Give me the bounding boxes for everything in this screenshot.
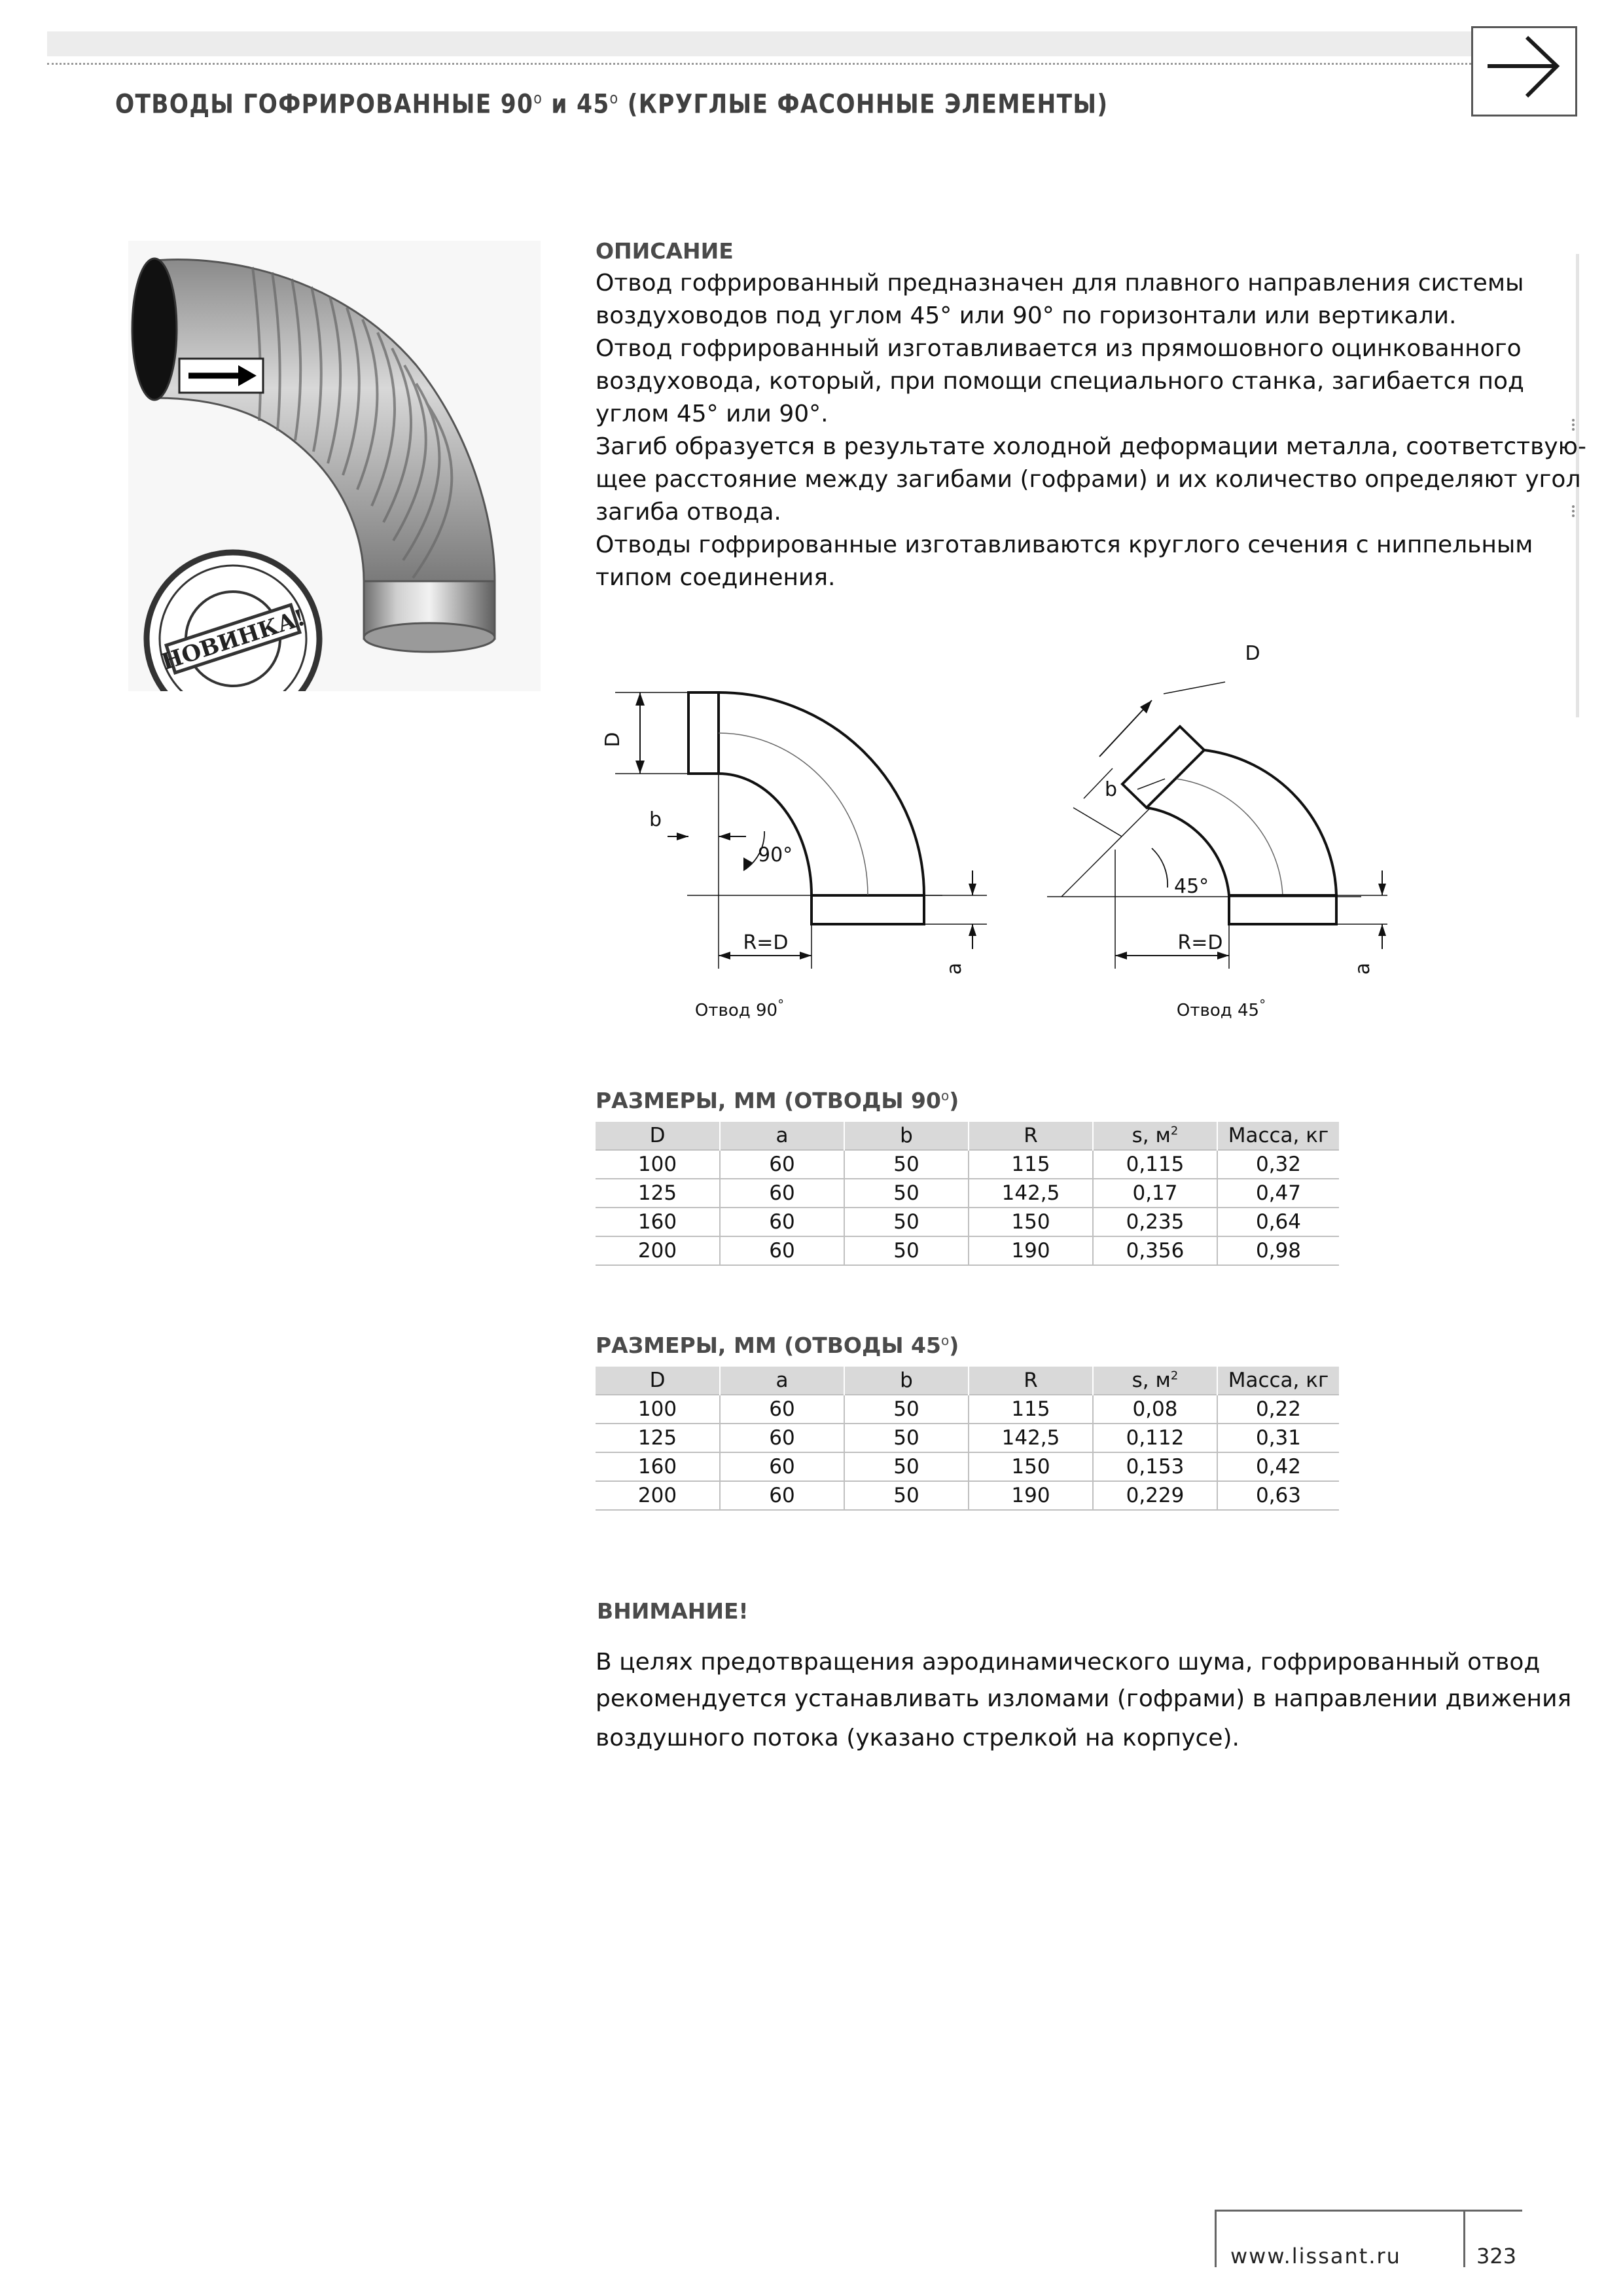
- table-cell: 115: [969, 1395, 1093, 1424]
- edge-marker: [1572, 505, 1577, 517]
- header-band: [47, 31, 1573, 56]
- next-page-button[interactable]: [1471, 26, 1577, 117]
- table-cell: 100: [596, 1395, 720, 1424]
- table-cell: 60: [720, 1395, 844, 1424]
- column-header: D: [596, 1367, 720, 1395]
- table-cell: 0,42: [1217, 1452, 1339, 1481]
- description-line: Отвод гофрированный изготавливается из прямошовного оцинкованного: [596, 335, 1522, 362]
- table-cell: 50: [844, 1481, 969, 1510]
- column-header: Масса, кг: [1217, 1367, 1339, 1395]
- description-line: воздуховода, который, при помощи специального станка, загибается под: [596, 368, 1524, 395]
- table-cell: 200: [596, 1236, 720, 1265]
- table-row: [596, 1424, 1339, 1452]
- description-line: углом 45° или 90°.: [596, 401, 829, 427]
- description-heading: ОПИСАНИЕ: [596, 238, 734, 264]
- table-cell: 0,08: [1093, 1395, 1217, 1424]
- column-header: R: [969, 1367, 1093, 1395]
- column-header: b: [844, 1367, 969, 1395]
- table-cell: 100: [596, 1150, 720, 1179]
- table-cell: 200: [596, 1481, 720, 1510]
- table-row: [596, 1481, 1339, 1510]
- table-cell: 125: [596, 1179, 720, 1208]
- table-row: [596, 1208, 1339, 1236]
- elbow-45-diagram: [1047, 682, 1387, 969]
- column-header: a: [720, 1367, 844, 1395]
- footer-separator: [1463, 2210, 1465, 2267]
- table-cell: 190: [969, 1481, 1093, 1510]
- header-divider: [47, 63, 1573, 65]
- table-cell: 0,115: [1093, 1150, 1217, 1179]
- column-header: D: [596, 1122, 720, 1150]
- footer-website-link[interactable]: www.lissant.ru: [1230, 2244, 1401, 2269]
- angle-label: 90°: [758, 844, 793, 867]
- table-cell: 0,229: [1093, 1481, 1217, 1510]
- attention-line: рекомендуется устанавливать изломами (гофрами) в направлении движения: [596, 1685, 1572, 1712]
- table-cell: 60: [720, 1452, 844, 1481]
- dim-b-label: b: [649, 808, 662, 831]
- table-cell: 0,356: [1093, 1236, 1217, 1265]
- column-header: b: [844, 1122, 969, 1150]
- table-row: [596, 1452, 1339, 1481]
- description-line: загиба отвода.: [596, 499, 781, 526]
- table-cell: 50: [844, 1179, 969, 1208]
- product-photo: [128, 241, 541, 691]
- table-cell: 0,47: [1217, 1179, 1339, 1208]
- table-cell: 0,31: [1217, 1424, 1339, 1452]
- dimensions-table-90: [596, 1122, 1339, 1266]
- page-number: 323: [1476, 2244, 1517, 2269]
- attention-heading: ВНИМАНИЕ!: [597, 1598, 749, 1624]
- table-cell: 0,98: [1217, 1236, 1339, 1265]
- footer-border: [1215, 2210, 1217, 2267]
- table-cell: 0,22: [1217, 1395, 1339, 1424]
- dimensions-table-45: [596, 1367, 1339, 1511]
- column-header: a: [720, 1122, 844, 1150]
- description-line: Отвод гофрированный предназначен для плавного направления системы: [596, 270, 1524, 296]
- description-line: воздуховодов под углом 45° или 90° по горизонтали или вертикали.: [596, 302, 1457, 329]
- table90-heading: РАЗМЕРЫ, ММ (ОТВОДЫ $90^о$): [596, 1088, 959, 1113]
- table-row: [596, 1395, 1339, 1424]
- caption-45: Отвод 45°: [1176, 997, 1266, 1020]
- table-cell: 150: [969, 1452, 1093, 1481]
- table-cell: 50: [844, 1395, 969, 1424]
- table-cell: 150: [969, 1208, 1093, 1236]
- new-badge-text: НОВИНКА!: [158, 604, 309, 676]
- table-cell: 0,153: [1093, 1452, 1217, 1481]
- table-cell: 0,235: [1093, 1208, 1217, 1236]
- column-header: s, $м^2$: [1093, 1122, 1217, 1150]
- table-cell: 0,63: [1217, 1481, 1339, 1510]
- edge-marker: [1572, 419, 1577, 431]
- dim-a-label: a: [1351, 962, 1374, 975]
- description-line: типом соединения.: [596, 564, 836, 591]
- dim-r-label: R=D: [1177, 931, 1223, 954]
- table-cell: 125: [596, 1424, 720, 1452]
- table-cell: 50: [844, 1150, 969, 1179]
- table-row: [596, 1179, 1339, 1208]
- caption-90: Отвод 90°: [694, 997, 785, 1020]
- table-cell: 60: [720, 1424, 844, 1452]
- angle-label: 45°: [1174, 875, 1209, 898]
- table-cell: 60: [720, 1150, 844, 1179]
- description-line: Отводы гофрированные изготавливаются круглого сечения с ниппельным: [596, 531, 1533, 558]
- table-cell: 50: [844, 1424, 969, 1452]
- attention-line: В целях предотвращения аэродинамического шума, гофрированный отвод: [596, 1649, 1541, 1676]
- description-line: щее расстояние между загибами (гофрами) и их количество определяют угол: [596, 466, 1581, 493]
- table-row: [596, 1150, 1339, 1179]
- table45-heading: РАЗМЕРЫ, ММ (ОТВОДЫ $45^о$): [596, 1333, 959, 1358]
- table-header-row: [596, 1122, 1339, 1150]
- dim-r-label: R=D: [743, 931, 789, 954]
- dim-b-label: b: [1105, 778, 1118, 801]
- dim-d-label: D: [601, 732, 624, 747]
- dim-d-label: D: [1245, 642, 1260, 665]
- arrow-right-icon: [1473, 28, 1575, 115]
- table-cell: 160: [596, 1208, 720, 1236]
- page-title: ОТВОДЫ ГОФРИРОВАННЫЕ $90^о$ и $45^о$ (КРУГЛЫЕ ФАСОННЫЕ ЭЛЕМЕНТЫ): [115, 89, 1109, 120]
- description-line: Загиб образуется в результате холодной деформации металла, соответствую-: [596, 433, 1586, 460]
- table-cell: 142,5: [969, 1179, 1093, 1208]
- table-cell: 60: [720, 1481, 844, 1510]
- table-cell: 190: [969, 1236, 1093, 1265]
- dim-a-label: a: [943, 962, 966, 975]
- table-cell: 115: [969, 1150, 1093, 1179]
- table-cell: 142,5: [969, 1424, 1093, 1452]
- table-header-row: [596, 1367, 1339, 1395]
- table-cell: 0,32: [1217, 1150, 1339, 1179]
- table-cell: 50: [844, 1236, 969, 1265]
- table-cell: 50: [844, 1208, 969, 1236]
- table-cell: 160: [596, 1452, 720, 1481]
- footer-border: [1215, 2210, 1522, 2212]
- elbow-90-diagram: [615, 692, 987, 969]
- elbow-diagrams: [589, 628, 1387, 1034]
- table-cell: 60: [720, 1236, 844, 1265]
- table-cell: 0,64: [1217, 1208, 1339, 1236]
- table-cell: 50: [844, 1452, 969, 1481]
- table-cell: 60: [720, 1208, 844, 1236]
- column-header: s, $м^2$: [1093, 1367, 1217, 1395]
- attention-line: воздушного потока (указано стрелкой на корпусе).: [596, 1725, 1240, 1751]
- table-cell: 0,112: [1093, 1424, 1217, 1452]
- table-cell: 0,17: [1093, 1179, 1217, 1208]
- table-cell: 60: [720, 1179, 844, 1208]
- column-header: Масса, кг: [1217, 1122, 1339, 1150]
- column-header: R: [969, 1122, 1093, 1150]
- table-row: [596, 1236, 1339, 1265]
